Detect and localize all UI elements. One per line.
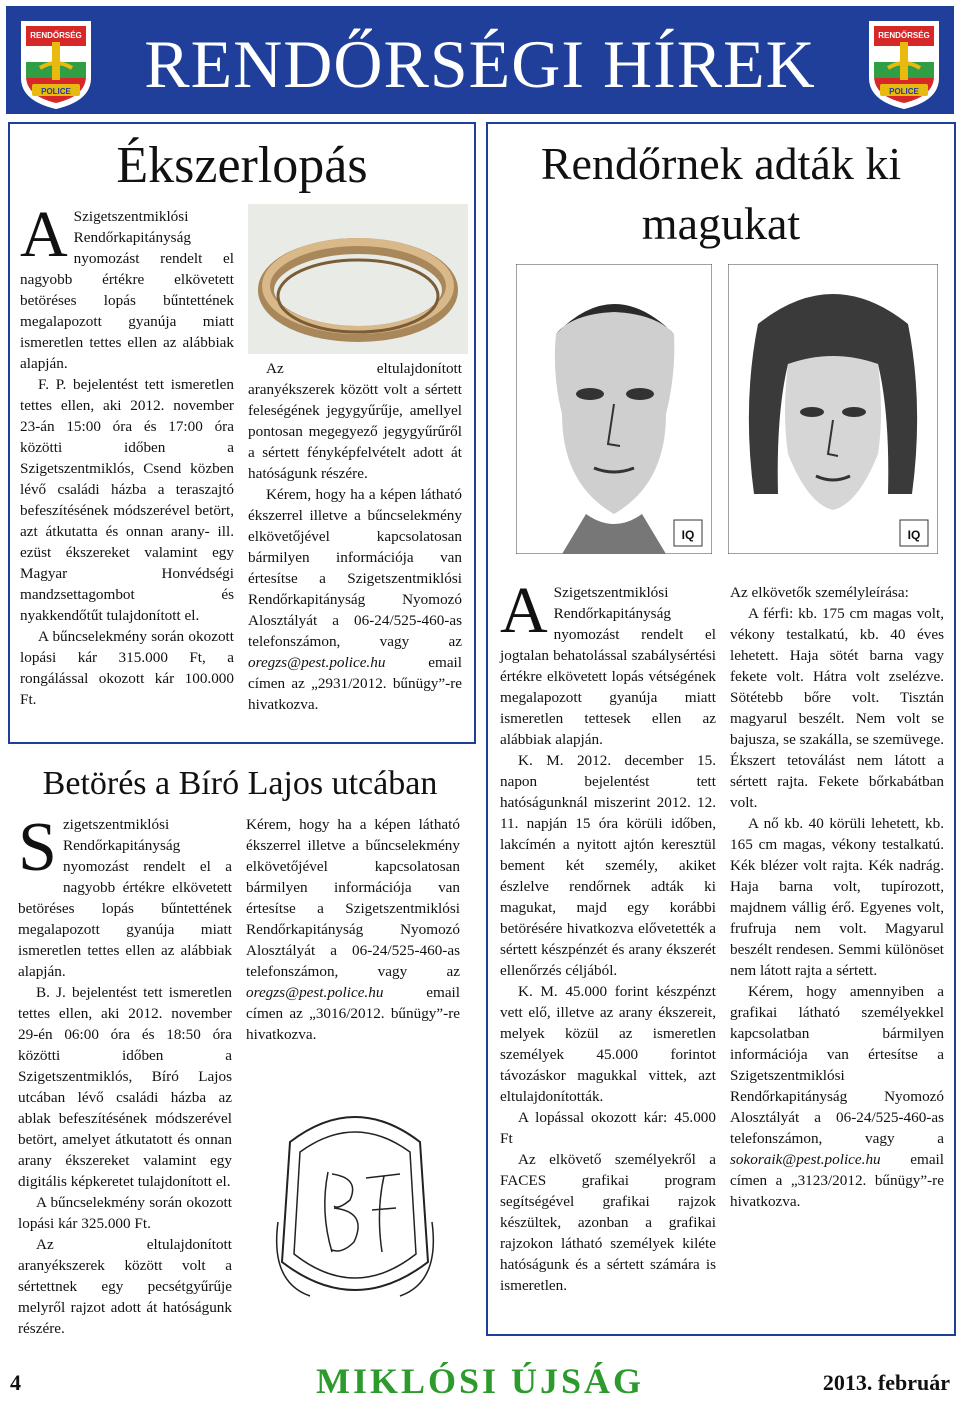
paragraph: Az eltulajdonított aranyékszerek között volt a sértettnek egy pecsétgyűrűje melyről rajzot adott át hatóságunk részére. [18, 1236, 232, 1337]
issue-date: 2013. február [822, 1370, 950, 1395]
paragraph: K. M. 45.000 forint készpénzt vett elő, illetve az arany ékszereit, melyek közül az ismeretlen személyek 45.000 forintot távozáskor magukkal vittek, azt eltulajdonították. [500, 983, 716, 1105]
paragraph: A férfi: kb. 175 cm magas volt, vékony testalkatú, kb. 40 éves lehetett. Haja sötét barna vagy fekete volt. Hátra volt zselézve. Sötétebb bőre volt. Tisztán magyarul beszélt. Nem volt se bajusza, se szakálla, se szemüvege. Ékszert tetoválást nem látott a sértett rajta. Fekete bőrkabátban volt. [730, 605, 944, 811]
drop-cap: S [18, 809, 57, 886]
page-title: RENDŐRSÉGI HÍREK [144, 26, 816, 102]
paragraph: Szigetszentmiklósi Rendőrkapitányság nyomozást rendelt el nagyobb értékre elkövetett betöréses lopás bűntettének megalapozott gyanúja miatt ismeretlen tettes ellen az alábbiak alapján. [20, 208, 234, 372]
article-column-right [730, 582, 944, 1212]
paragraph: Az elkövetők személyleírása: [730, 584, 909, 601]
paragraph-end: email címen az „3016/2012. bűnügy”-re hivatkozva. [246, 984, 460, 1043]
article-column-right [248, 358, 462, 715]
article-biro-lajos-burglary [8, 752, 472, 1337]
article-jewel-theft [8, 122, 476, 744]
article-fake-police [486, 122, 956, 1336]
article-column-left [20, 198, 234, 710]
email-link[interactable]: oregzs@pest.police.hu [246, 984, 384, 1001]
drop-cap: A [20, 198, 68, 271]
paragraph: A bűncselekmény során okozott lopási kár 325.000 Ft. [18, 1194, 232, 1232]
iq-logo: IQ [681, 528, 695, 542]
paragraph: A lopással okozott kár: 45.000 Ft [500, 1109, 716, 1147]
badge-bottom-text: POLICE [41, 87, 71, 96]
police-badge-icon [866, 18, 942, 110]
badge-bottom-text: POLICE [889, 87, 919, 96]
male-suspect-sketch [516, 264, 712, 554]
article-column-right [246, 814, 460, 1045]
signet-ring-drawing [250, 1082, 460, 1322]
paragraph: A bűncselekmény során okozott lopási kár 315.000 Ft, a rongálással okozott kár 100.000 Ft. [20, 628, 234, 708]
paragraph: Szigetszentmiklósi Rendőrkapitányság nyomozást rendelt el jogtalan behatolással szabálysértési értékre elkövetett lopás vétségének megalapozott gyanúja miatt ismeretlen tettesek ellen az alábbiak alapján. [500, 584, 716, 748]
paragraph: A nő kb. 40 körüli lehetett, kb. 165 cm magas, vékony testalkatú. Kék blézer volt rajta. Kék nadrág. Haja barna volt, tupírozott, majdnem vállig érő. Egyenes volt, frufruja nem volt. Magyarul beszélt rendesen. Semmi különöset nem látott rajta a sértett. [730, 815, 944, 979]
iq-logo: IQ [907, 528, 921, 542]
paragraph: Az eltulajdonított aranyékszerek között volt a sértett feleségének jegygyűrűje, amellyel pontosan megegyező jegygyűrűről a sértett fényképfelvételt adott át hatóságunk részére. [248, 360, 462, 482]
female-suspect-sketch [728, 264, 938, 554]
paragraph: zigetszentmiklósi Rendőrkapitányság nyomozást rendelt el a nagyobb értékre elkövetett betöréses lopás bűntettének megalapozott gyanúja miatt ismeretlen tettes ellen az alábbiak alapján. [18, 816, 232, 980]
article-title: Betörés a Bíró Lajos utcában [42, 765, 438, 802]
paragraph-end: email címen az „2931/2012. bűnügy”-re hivatkozva. [248, 654, 462, 713]
paragraph: Kérem, hogy ha a képen látható ékszerrel illetve a bűncselekmény elkövetőjével kapcsolatosan bármilyen információja van értesítse a Szigetszentmiklósi Rendőrkapitányság Nyomozó Alosztályát a 06-24/525-460-as telefonszámon, vagy az [248, 486, 462, 650]
drop-cap: A [500, 574, 548, 647]
badge-top-text: RENDŐRSÉG [30, 31, 82, 40]
ring-photo [248, 204, 468, 354]
email-link[interactable]: sokoraik@pest.police.hu [730, 1151, 881, 1168]
badge-top-text: RENDŐRSÉG [878, 31, 930, 40]
paragraph: Az elkövető személyekről a FACES grafikai program segítségével grafikai rajzok készültek, azonban a grafikai rajzokon látható személyek kiléte hatóságunk és a sértett számára is ismeretlen. [500, 1151, 716, 1294]
article-title: Ékszerlopás [116, 137, 368, 194]
paragraph: B. J. bejelentést tett ismeretlen tettes ellen, aki 2012. november 29-én 06:00 óra és 18:50 óra közötti időben a Szigetszentmiklós, Bíró Lajos utcában lévő családi házba az ablak befeszítésének módszerével betört, amelyet átkutatott és onnan arany ékszereket valamint egy digitális képkeretet tulajdonított el. [18, 984, 232, 1190]
paragraph-end: email címen a „3123/2012. bűnügy”-re hivatkozva. [730, 1151, 944, 1210]
paragraph: F. P. bejelentést tett ismeretlen tettes ellen, aki 2012. november 23-án 15:00 óra és 17:00 óra közötti időben a Szigetszentmiklós, Csend közben lévő családi házba a teraszajtó befeszítésének módszerével betört, azt átkutatta és onnan arany- ill. ezüst ékszereket valamint egy Magyar Honvédségi mandzsettagombot és nyakkendőtűt tulajdonított el. [20, 376, 234, 624]
paragraph: Kérem, hogy ha a képen látható ékszerrel illetve a bűncselekmény elkövetőjével kapcsolatosan bármilyen információja van értesítse a Szigetszentmiklósi Rendőrkapitányság Nyomozó Alosztályát a 06-24/525-460-as telefonszámon, vagy az [246, 816, 460, 980]
newspaper-name: MIKLÓSI ÚJSÁG [315, 1361, 645, 1401]
page-number: 4 [10, 1370, 21, 1395]
paragraph: K. M. 2012. december 15. napon bejelentést tett hatóságunknál miszerint 2012. 12. 11. napján 15 óra körüli időben, lakcímén a nyitott ajtón keresztül bement két személy, akiket észlelve rendőrnek adták ki magukat, majd egy korábbi betörésére hivatkozva elővetették a sértett készpénzét és arany ékszerét ellenőrzés céljából. [500, 752, 716, 979]
article-column-left [18, 809, 232, 1339]
article-title: Rendőrnek adták ki magukat [540, 138, 902, 249]
paragraph: Kérem, hogy amennyiben a grafikai látható személyekkel kapcsolatban bármilyen információja van értesítse a Szigetszentmiklósi Rendőrkapitányság Nyomozó Alosztályát a 06-24/525-460-as telefonszámon, vagy a [730, 983, 944, 1147]
page-header [6, 6, 954, 114]
article-column-left [500, 574, 716, 1296]
email-link[interactable]: oregzs@pest.police.hu [248, 654, 386, 671]
